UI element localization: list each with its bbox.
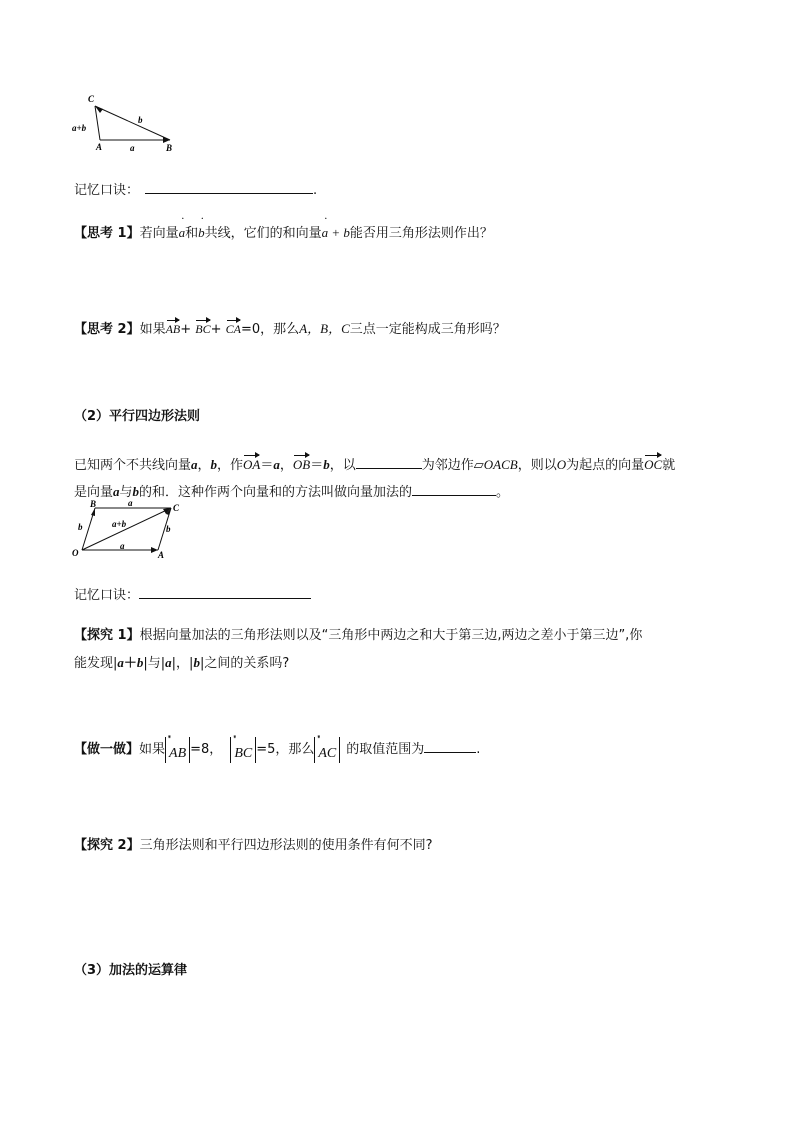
abs-bc: ꞌꞌꞌꞌ BC [230, 737, 256, 763]
fig2-label-left: b [78, 522, 83, 532]
range-blank[interactable] [424, 739, 476, 753]
fig2-label-bottom: a [120, 541, 125, 551]
fig1-label-a: a [130, 143, 135, 153]
explore-1-line-2: 能发现|a＋b|与|a|，|b|之间的关系吗? [74, 655, 290, 671]
fig2-label-top: a [128, 500, 133, 508]
fig1-label-b: b [138, 115, 143, 125]
think-2: 【思考 2】如果AB+ BC+ CA=0，那么A，B，C三点一定能构成三角形吗？ [74, 321, 506, 337]
section-2-title: （2）平行四边形法则 [74, 409, 201, 424]
memory-line-1: 记忆口诀： . [74, 179, 317, 198]
fig2-label-diag: a+b [112, 519, 127, 529]
think-1: 【思考 1】若向量˙ a和˙ b共线，它们的和向量˙ a + b能否用三角形法则作出？ [74, 222, 493, 241]
fig2-label-C: C [173, 503, 180, 513]
fig1-label-B: B [166, 143, 173, 153]
fig2-label-B: B [90, 500, 97, 509]
fig2-label-O: O [72, 548, 79, 558]
fig2-label-right: b [166, 524, 171, 534]
explore-1-line-1: 【探究 1】根据向量加法的三角形法则以及“三角形中两边之和大于第三边,两边之差小于第三边”,你 [74, 628, 643, 643]
parallelogram-figure [70, 500, 190, 560]
neighbor-sides-blank[interactable] [356, 455, 422, 469]
explore-2: 【探究 2】三角形法则和平行四边形法则的使用条件有何不同? [74, 838, 433, 853]
parallelogram-paragraph-line-1: 已知两个不共线向量a，b，作OA＝a，OB＝b，以 为邻边作▱OACB，则以O为起点的向量OC就 [74, 457, 676, 473]
memory-blank-2[interactable] [139, 585, 311, 599]
parallelogram-paragraph-line-2: 是向量a与b的和．这种作两个向量和的方法叫做向量加法的 。 [74, 484, 510, 500]
memory-blank-1[interactable] [145, 180, 313, 194]
abs-ac: ꞌꞌꞌꞌ AC [314, 737, 340, 763]
section-3-title: （3）加法的运算律 [74, 963, 188, 978]
memory-line-2: 记忆口诀： [74, 584, 311, 603]
triangle-figure [70, 92, 180, 154]
do-it-line: 【做一做】如果 ꞌꞌꞌꞌ AB =8， ꞌꞌꞌꞌ BC =5，那么 ꞌꞌꞌꞌ AC 的取值范围为 . [74, 733, 481, 761]
fig1-label-A: A [96, 142, 103, 152]
fig1-label-ab: a+b [72, 123, 87, 133]
memory-label: 记忆口诀： [74, 183, 140, 198]
fig1-label-C: C [88, 94, 95, 104]
abs-ab: ꞌꞌꞌꞌ AB [165, 737, 190, 763]
method-name-blank[interactable] [412, 482, 496, 496]
fig2-label-A: A [158, 550, 165, 560]
